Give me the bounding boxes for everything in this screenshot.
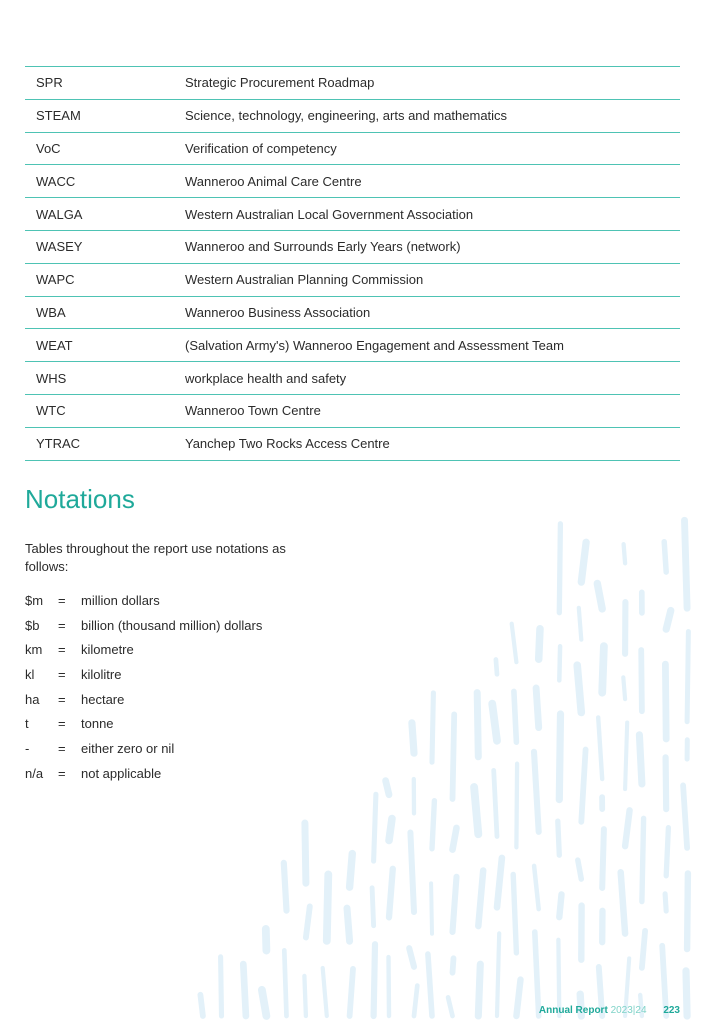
decorative-stroke xyxy=(200,995,203,1016)
notation-symbol: - xyxy=(25,741,30,757)
decorative-stroke xyxy=(221,957,222,1016)
decorative-stroke xyxy=(534,866,539,909)
decorative-stroke xyxy=(428,954,432,1016)
decorative-stroke xyxy=(262,990,267,1016)
decorative-stroke xyxy=(516,764,517,848)
abbreviation-cell: VoC xyxy=(25,132,185,165)
decorative-stroke xyxy=(534,752,539,832)
notation-symbol: t xyxy=(25,716,29,732)
abbreviation-cell: WBA xyxy=(25,296,185,329)
notation-equals: = xyxy=(58,741,66,757)
decorative-stroke xyxy=(347,908,350,941)
decorative-stroke xyxy=(386,781,389,795)
decorative-stroke xyxy=(409,948,414,967)
notation-equals: = xyxy=(58,765,66,781)
decorative-stroke xyxy=(558,821,560,855)
decorative-stroke xyxy=(602,646,604,693)
decorative-stroke xyxy=(266,929,267,951)
abbreviation-cell: WAPC xyxy=(25,263,185,296)
table-row xyxy=(25,296,680,329)
decorative-stroke xyxy=(559,524,560,613)
decorative-stroke xyxy=(432,801,434,849)
table-row xyxy=(25,263,680,296)
decorative-stroke xyxy=(687,632,688,722)
decorative-stroke xyxy=(685,520,688,608)
decorative-stroke xyxy=(577,665,581,712)
decorative-stroke xyxy=(350,854,353,888)
decorative-stroke xyxy=(372,888,374,926)
decorative-stroke xyxy=(474,787,478,834)
abbreviation-cell: SPR xyxy=(25,67,185,100)
abbreviation-cell: WALGA xyxy=(25,198,185,231)
notation-meaning: either zero or nil xyxy=(81,741,175,757)
table-row xyxy=(25,329,680,362)
decorative-stroke xyxy=(513,874,516,953)
decorative-stroke xyxy=(621,872,625,933)
notation-symbol: kl xyxy=(25,667,35,683)
decorative-stroke xyxy=(305,823,306,883)
table-row xyxy=(25,99,680,132)
notation-meaning: billion (thousand million) dollars xyxy=(81,617,263,633)
decorative-stroke xyxy=(687,873,688,949)
decorative-stroke xyxy=(536,688,539,728)
decorative-stroke xyxy=(625,723,627,790)
decorative-stroke xyxy=(581,542,586,582)
definition-cell: Western Australian Planning Commission xyxy=(185,263,680,296)
decorative-stroke xyxy=(665,894,666,911)
decorative-stroke xyxy=(664,542,666,572)
decorative-stroke xyxy=(389,819,392,841)
notation-meaning: tonne xyxy=(81,716,114,732)
decorative-stroke xyxy=(374,944,375,1016)
decorative-stroke xyxy=(666,611,671,630)
decorative-stroke xyxy=(578,860,582,879)
decorative-stroke xyxy=(642,931,645,968)
notation-symbol: $m xyxy=(25,593,44,608)
decorative-stroke xyxy=(579,608,582,640)
decorative-stroke xyxy=(414,986,417,1016)
notation-equals: = xyxy=(58,691,66,707)
definition-cell: Yanchep Two Rocks Access Centre xyxy=(185,427,680,460)
decorative-stroke xyxy=(374,794,376,861)
decorative-stroke xyxy=(453,714,455,799)
notation-meaning: kilolitre xyxy=(81,667,122,683)
notation-symbol: ha xyxy=(25,691,40,707)
table-row xyxy=(25,132,680,165)
notation-symbol: km xyxy=(25,642,43,658)
table-row xyxy=(25,198,680,231)
notation-symbol: $b xyxy=(25,617,40,633)
decorative-stroke xyxy=(327,874,329,941)
abbreviation-cell: WEAT xyxy=(25,329,185,362)
decorative-stroke xyxy=(641,650,642,711)
decorative-stroke xyxy=(666,757,667,809)
definition-cell: Verification of competency xyxy=(185,132,680,165)
definition-cell: Wanneroo Business Association xyxy=(185,296,680,329)
decorative-stroke xyxy=(665,664,666,739)
decorative-stroke xyxy=(535,932,539,1016)
notation-meaning: million dollars xyxy=(81,593,160,608)
table-row xyxy=(25,165,680,198)
decorative-stroke xyxy=(623,677,625,699)
definition-cell: Wanneroo Animal Care Centre xyxy=(185,165,680,198)
abbreviation-cell: WACC xyxy=(25,165,185,198)
decorative-stroke xyxy=(432,693,433,762)
decorative-stroke xyxy=(478,964,480,1016)
page-footer xyxy=(539,1005,680,1016)
decorative-stroke xyxy=(453,958,454,972)
definition-cell: Wanneroo Town Centre xyxy=(185,394,680,427)
decorative-stroke xyxy=(683,785,687,848)
decorative-stroke xyxy=(492,704,497,741)
decorative-stroke xyxy=(284,950,286,1016)
notation-equals: = xyxy=(58,716,66,732)
decorative-stroke xyxy=(497,933,499,1016)
table-row xyxy=(25,427,680,460)
table-row xyxy=(25,394,680,427)
decorative-stroke xyxy=(478,871,483,927)
decorative-stroke xyxy=(686,971,687,1016)
table-row xyxy=(25,362,680,395)
decorative-stroke xyxy=(453,877,457,932)
footer-report-label: Annual Report xyxy=(538,1005,608,1016)
decorative-stroke xyxy=(412,723,414,753)
decorative-stroke xyxy=(350,969,353,1016)
decorative-stroke xyxy=(477,693,478,757)
decorative-stroke xyxy=(642,818,644,901)
decorative-stroke xyxy=(243,964,246,1016)
abbreviation-cell: YTRAC xyxy=(25,427,185,460)
decorative-stroke xyxy=(284,863,287,911)
notations-intro: Tables throughout the report use notations as follows: xyxy=(25,541,286,574)
decorative-stroke xyxy=(581,750,585,822)
decorative-stroke xyxy=(539,629,540,659)
notation-equals: = xyxy=(58,667,66,683)
table-row xyxy=(25,67,680,100)
notations-heading: Notations xyxy=(25,484,135,514)
notation-symbol: n/a xyxy=(25,765,44,781)
decorative-stroke xyxy=(448,997,452,1016)
definition-cell: Strategic Procurement Roadmap xyxy=(185,67,680,100)
decorative-stroke xyxy=(598,717,602,779)
abbreviations-table xyxy=(25,66,680,461)
decorative-stroke xyxy=(666,828,668,876)
decorative-stroke xyxy=(453,828,457,850)
decorative-stroke xyxy=(639,735,642,784)
decorative-stroke xyxy=(624,544,626,563)
decorative-stroke xyxy=(559,714,560,800)
decorative-stroke xyxy=(559,894,561,917)
decorative-stroke xyxy=(559,646,560,680)
notation-equals: = xyxy=(58,642,66,658)
decorative-stroke xyxy=(497,858,502,907)
decorative-stroke xyxy=(496,660,497,675)
decorative-stroke xyxy=(431,883,432,933)
footer-year: 2023|24 xyxy=(610,1005,647,1016)
decorative-stroke xyxy=(389,957,390,1016)
decorative-stroke xyxy=(304,976,306,1016)
decorative-stroke xyxy=(597,584,602,609)
definition-cell: Western Australian Local Government Association xyxy=(185,198,680,231)
decorative-stroke xyxy=(306,906,310,937)
decorative-stroke xyxy=(410,833,414,913)
abbreviation-cell: WTC xyxy=(25,394,185,427)
notation-meaning: kilometre xyxy=(81,642,134,658)
decorative-stroke xyxy=(512,624,517,663)
decorative-stroke xyxy=(625,810,630,846)
definition-cell: (Salvation Army's) Wanneroo Engagement and Assessment Team xyxy=(185,329,680,362)
notation-equals: = xyxy=(58,593,66,608)
notation-meaning: not applicable xyxy=(81,765,162,781)
definition-cell: Science, technology, engineering, arts and mathematics xyxy=(185,99,680,132)
table-row xyxy=(25,230,680,263)
abbreviation-cell: WASEY xyxy=(25,230,185,263)
definition-cell: Wanneroo and Surrounds Early Years (network) xyxy=(185,230,680,263)
abbreviation-cell: STEAM xyxy=(25,99,185,132)
page-number: 223 xyxy=(663,1005,680,1016)
notation-equals: = xyxy=(58,617,66,633)
decorative-stroke xyxy=(514,691,517,742)
decorative-stroke xyxy=(323,968,327,1016)
decorative-stroke xyxy=(602,829,604,888)
notation-meaning: hectare xyxy=(81,691,125,707)
decorative-stroke xyxy=(389,869,393,918)
decorative-stroke xyxy=(494,770,497,836)
decorative-stroke xyxy=(516,980,520,1016)
definition-cell: workplace health and safety xyxy=(185,362,680,395)
abbreviation-cell: WHS xyxy=(25,362,185,395)
